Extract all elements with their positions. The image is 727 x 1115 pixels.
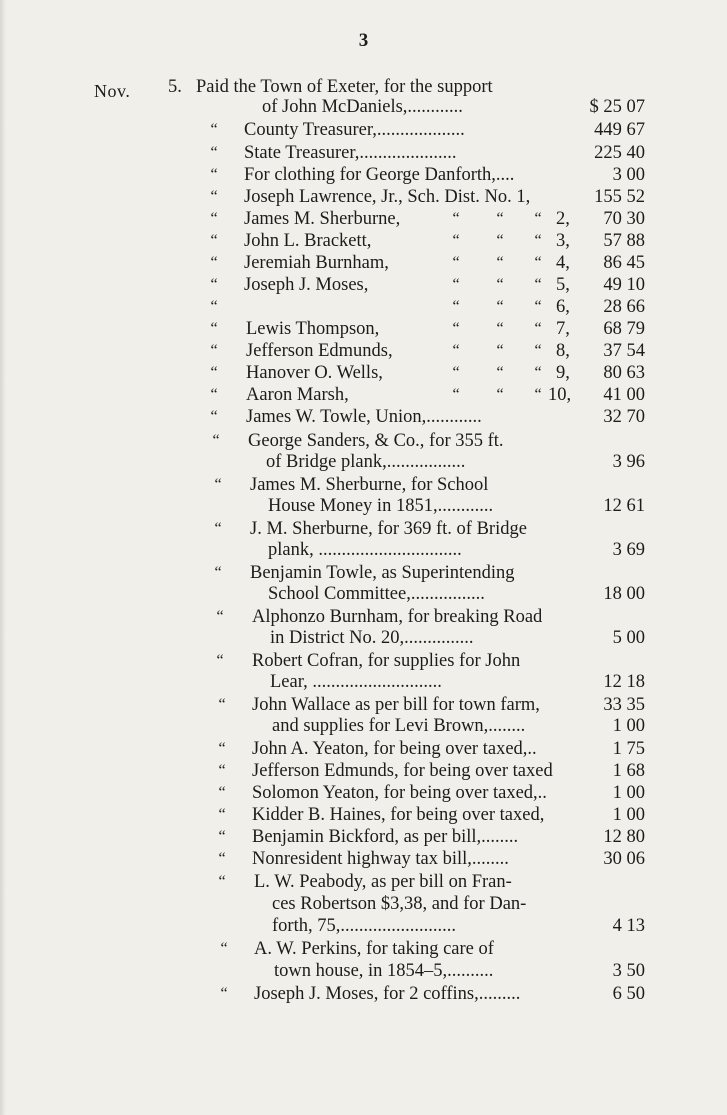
ditto-mark: “	[216, 652, 224, 669]
district-number: 9,	[556, 363, 570, 383]
ditto-mark: “	[212, 432, 220, 449]
entry-amount: $ 25 07	[589, 97, 645, 117]
entry-line: James M. Sherburne,	[244, 209, 401, 229]
ditto-mark: “	[210, 166, 218, 183]
ditto-mark: “	[220, 985, 228, 1002]
entry-line: Jefferson Edmunds,	[246, 341, 393, 361]
entry-line: Lear, ............................	[270, 672, 442, 692]
entry-amount: 5 00	[612, 628, 645, 648]
entry-line: Benjamin Towle, as Superintending	[250, 563, 515, 583]
entry-line: John Wallace as per bill for town farm,	[252, 695, 540, 715]
ditto-mark: “	[210, 232, 218, 249]
ditto-mark: “	[496, 254, 504, 271]
ditto-mark: “	[452, 232, 460, 249]
ditto-mark: “	[496, 210, 504, 227]
ditto-mark: “	[534, 386, 542, 403]
entry-amount: 12 18	[603, 672, 645, 692]
entry-amount: 3 69	[612, 540, 645, 560]
ditto-mark: “	[452, 254, 460, 271]
entry-line: George Sanders, & Co., for 355 ft.	[248, 431, 504, 451]
district-number: 3,	[556, 231, 570, 251]
month-label: Nov.	[94, 81, 131, 101]
ditto-mark: “	[210, 254, 218, 271]
ditto-mark: “	[218, 828, 226, 845]
ditto-mark: “	[218, 873, 226, 890]
ditto-mark: “	[218, 740, 226, 757]
entry-line: A. W. Perkins, for taking care of	[254, 939, 494, 959]
ditto-mark: “	[210, 364, 218, 381]
ditto-mark: “	[452, 386, 460, 403]
ditto-mark: “	[452, 210, 460, 227]
district-number: 8,	[556, 341, 570, 361]
ditto-mark: “	[218, 806, 226, 823]
entry-line: Joseph Lawrence, Jr., Sch. Dist. No. 1,	[244, 187, 531, 207]
entry-line: Joseph J. Moses,	[244, 275, 369, 295]
ditto-mark: “	[220, 940, 228, 957]
entry-line: Kidder B. Haines, for being over taxed,	[252, 805, 545, 825]
entry-line: and supplies for Levi Brown,........	[272, 716, 526, 736]
ditto-mark: “	[214, 476, 222, 493]
entry-line: in District No. 20,...............	[270, 628, 474, 648]
entry-amount: 41 00	[603, 385, 645, 405]
entry-amount: 3 96	[612, 452, 645, 472]
ditto-mark: “	[496, 232, 504, 249]
ditto-mark: “	[214, 564, 222, 581]
entry-amount: 18 00	[603, 584, 645, 604]
ditto-mark: “	[534, 342, 542, 359]
entry-amount: 3 50	[612, 961, 645, 981]
entry-line: town house, in 1854–5,..........	[274, 961, 494, 981]
entry-amount: 68 79	[603, 319, 645, 339]
entry-line: L. W. Peabody, as per bill on Fran-	[254, 872, 512, 892]
entry-amount: 30 06	[603, 849, 645, 869]
ditto-mark: “	[218, 784, 226, 801]
entry-line: State Treasurer,.....................	[244, 143, 457, 163]
ditto-mark: “	[534, 210, 542, 227]
entry-line: John A. Yeaton, for being over taxed,..	[252, 739, 537, 759]
ditto-mark: “	[496, 320, 504, 337]
entry-amount: 28 66	[603, 297, 645, 317]
entry-amount: 6 50	[612, 984, 645, 1004]
ditto-mark: “	[452, 342, 460, 359]
district-number: 5,	[556, 275, 570, 295]
ditto-mark: “	[452, 298, 460, 315]
entry-amount: 155 52	[594, 187, 645, 207]
ditto-mark: “	[534, 276, 542, 293]
entry-line: Jefferson Edmunds, for being over taxed	[252, 761, 553, 781]
ditto-mark: “	[210, 386, 218, 403]
entry-amount: 1 00	[612, 805, 645, 825]
ditto-mark: “	[210, 342, 218, 359]
ditto-mark: “	[534, 320, 542, 337]
ditto-mark: “	[210, 144, 218, 161]
ditto-mark: “	[218, 850, 226, 867]
entry-line: House Money in 1851,............	[268, 496, 494, 516]
entry-line: Solomon Yeaton, for being over taxed,..	[252, 783, 547, 803]
entry-line: J. M. Sherburne, for 369 ft. of Bridge	[250, 519, 527, 539]
ditto-mark: “	[216, 608, 224, 625]
ditto-mark: “	[534, 232, 542, 249]
entry-amount: 49 10	[603, 275, 645, 295]
ditto-mark: “	[452, 276, 460, 293]
entry-amount: 3 00	[612, 165, 645, 185]
entry-line: Hanover O. Wells,	[246, 363, 383, 383]
entry-line: plank, ...............................	[268, 540, 462, 560]
ditto-mark: “	[210, 298, 218, 315]
entry-line: of Bridge plank,.................	[266, 452, 466, 472]
ditto-mark: “	[496, 386, 504, 403]
ditto-mark: “	[452, 364, 460, 381]
entry-amount: 12 61	[603, 496, 645, 516]
entry-line: Alphonzo Burnham, for breaking Road	[252, 607, 543, 627]
ditto-mark: “	[496, 364, 504, 381]
entry-amount: 12 80	[603, 827, 645, 847]
ditto-mark: “	[496, 276, 504, 293]
entry-line: ces Robertson $3,38, and for Dan-	[272, 894, 527, 914]
ditto-mark: “	[214, 520, 222, 537]
ditto-mark: “	[210, 121, 218, 138]
entry-line: forth, 75,.........................	[272, 916, 456, 936]
entry-line: James W. Towle, Union,............	[246, 407, 482, 427]
entry-amount: 449 67	[594, 120, 645, 140]
entry-amount: 70 30	[603, 209, 645, 229]
entry-amount: 32 70	[603, 407, 645, 427]
ditto-mark: “	[496, 342, 504, 359]
entry-line: Aaron Marsh,	[246, 385, 349, 405]
entry-amount: 4 13	[612, 916, 645, 936]
ditto-mark: “	[534, 254, 542, 271]
ditto-mark: “	[452, 320, 460, 337]
ditto-mark: “	[534, 364, 542, 381]
entry-line: James M. Sherburne, for School	[250, 475, 489, 495]
entry-day: 5.	[168, 77, 182, 97]
entry-amount: 37 54	[603, 341, 645, 361]
district-number: 10,	[548, 385, 572, 405]
entry-line: Benjamin Bickford, as per bill,........	[252, 827, 519, 847]
entry-amount: 57 88	[603, 231, 645, 251]
ditto-mark: “	[210, 408, 218, 425]
entry-amount: 1 00	[612, 716, 645, 736]
entry-line: School Committee,................	[268, 584, 485, 604]
district-number: 6,	[556, 297, 570, 317]
ditto-mark: “	[210, 320, 218, 337]
ditto-mark: “	[210, 210, 218, 227]
entry-line: Lewis Thompson,	[246, 319, 380, 339]
entry-line: Robert Cofran, for supplies for John	[252, 651, 521, 671]
district-number: 7,	[556, 319, 570, 339]
district-number: 2,	[556, 209, 570, 229]
ditto-mark: “	[534, 298, 542, 315]
ditto-mark: “	[210, 276, 218, 293]
ditto-mark: “	[496, 298, 504, 315]
entry-line: County Treasurer,...................	[244, 120, 465, 140]
entry-line: Joseph J. Moses, for 2 coffins,.........	[254, 984, 521, 1004]
ditto-mark: “	[210, 188, 218, 205]
entry-line: Paid the Town of Exeter, for the support	[196, 77, 493, 97]
entry-amount: 80 63	[603, 363, 645, 383]
page-number: 3	[358, 30, 369, 51]
entry-amount: 1 75	[612, 739, 645, 759]
entry-amount: 225 40	[594, 143, 645, 163]
ditto-mark: “	[218, 696, 226, 713]
entry-line: Nonresident highway tax bill,........	[252, 849, 509, 869]
district-number: 4,	[556, 253, 570, 273]
ditto-mark: “	[218, 762, 226, 779]
entry-line: of John McDaniels,............	[262, 97, 463, 117]
entry-amount: 33 35	[603, 695, 645, 715]
entry-line: John L. Brackett,	[244, 231, 372, 251]
entry-line: For clothing for George Danforth,....	[244, 165, 515, 185]
entry-amount: 86 45	[603, 253, 645, 273]
entry-line: Jeremiah Burnham,	[244, 253, 389, 273]
entry-amount: 1 68	[612, 761, 645, 781]
entry-amount: 1 00	[612, 783, 645, 803]
